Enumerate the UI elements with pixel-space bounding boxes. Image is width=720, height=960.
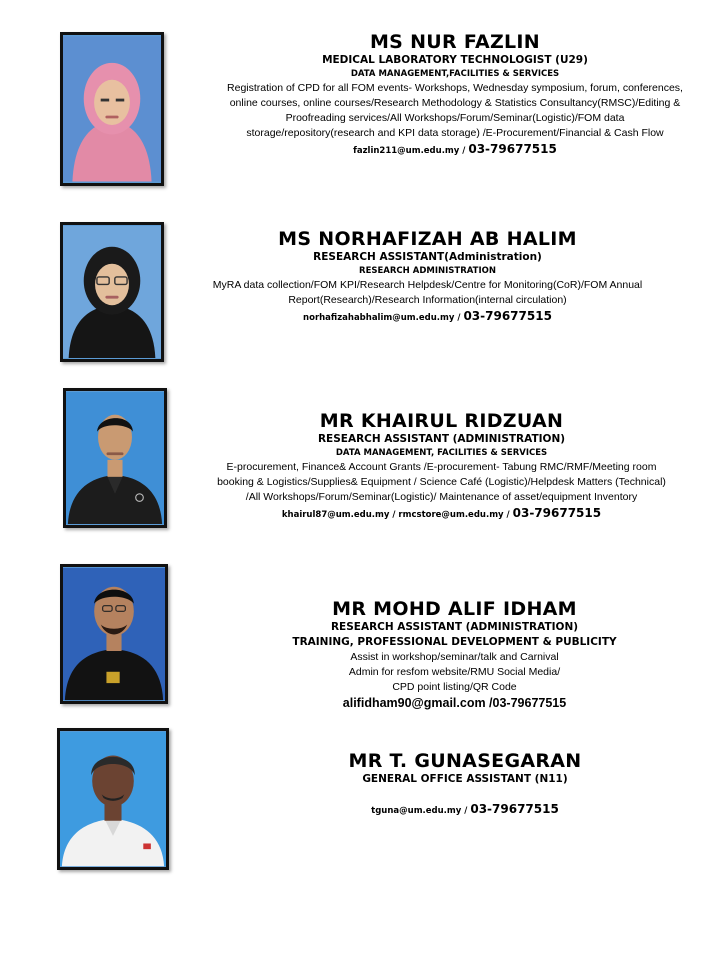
duty-line: online courses, online courses/Research Methodology & Statistics Consultancy(RMSC)/Editing & (229, 97, 681, 109)
staff-contact (222, 695, 687, 711)
staff-department: DATA MANAGEMENT,FACILITIES & SERVICES (350, 69, 560, 79)
staff-title: GENERAL OFFICE ASSISTANT (N11) (362, 773, 568, 785)
email-link[interactable]: norhafizahabhalim@um.edu.my (303, 313, 455, 323)
staff-name: MS NUR FAZLIN (369, 31, 541, 53)
duty-line: booking & Logistics/Supplies& Equipment / Science Café (Logistic)/Helpdesk Matters (Technical) (217, 476, 666, 488)
phone-number: 03-79677515 (492, 696, 567, 710)
staff-title: RESEARCH ASSISTANT(Administration) (313, 251, 542, 263)
staff-duties (195, 278, 660, 308)
staff-contact (214, 505, 669, 523)
separator: / (503, 510, 513, 520)
staff-name: MR KHAIRUL RIDZUAN (319, 410, 564, 432)
portrait-photo (57, 728, 169, 870)
separator: / (485, 696, 493, 710)
duty-line: Report(Research)/Research Information(internal circulation) (288, 294, 567, 306)
duty-line: CPD point listing/QR Code (392, 681, 517, 693)
phone-number: 03-79677515 (463, 309, 552, 323)
staff-duties (222, 650, 687, 695)
phone-number: 03-79677515 (512, 506, 602, 520)
staff-department: DATA MANAGEMENT, FACILITIES & SERVICES (335, 448, 548, 458)
staff-title: RESEARCH ASSISTANT (ADMINISTRATION) (317, 433, 566, 445)
staff-title: MEDICAL LABORATORY TECHNOLOGIST (U29) (322, 54, 588, 66)
portrait-man-black-shirt-icon (63, 567, 165, 701)
staff-department: TRAINING, PROFESSIONAL DEVELOPMENT & PUBLICITY (292, 636, 617, 648)
email-link[interactable]: fazlin211@um.edu.my (353, 146, 460, 156)
portrait-photo (60, 32, 164, 186)
staff-duties (214, 460, 669, 505)
phone-number: 03-79677515 (468, 142, 557, 156)
staff-name: MS NORHAFIZAH AB HALIM (278, 228, 577, 250)
staff-contact (325, 801, 605, 819)
duty-line: MyRA data collection/FOM KPI/Research Helpdesk/Centre for Monitoring(CoR)/FOM Annual (212, 279, 643, 291)
staff-name: MR MOHD ALIF IDHAM (332, 598, 577, 620)
portrait-photo (63, 388, 167, 528)
separator: / (461, 806, 471, 816)
duty-line: Admin for resfom website/RMU Social Media/ (348, 666, 561, 678)
duty-line: Assist in workshop/seminar/talk and Carnival (350, 651, 559, 663)
portrait-photo (60, 564, 168, 704)
duty-line: Proofreading services/All Workshops/Forum/Seminar(Logistic)/FOM data (285, 112, 625, 124)
staff-title: RESEARCH ASSISTANT (ADMINISTRATION) (330, 621, 579, 633)
portrait-photo (60, 222, 164, 362)
separator: / (459, 146, 469, 156)
portrait-woman-pink-hijab-icon (63, 35, 161, 183)
duty-line: Registration of CPD for all FOM events- Workshops, Wednesday symposium, forum, conferences, (227, 82, 683, 94)
staff-contact (195, 308, 660, 326)
duty-line: storage/repository(research and KPI data storage) /E-Procurement/Financial & Cash Flow (246, 127, 664, 139)
email-link[interactable]: alifidham90@gmail.com (342, 696, 486, 710)
staff-contact (195, 141, 715, 159)
duty-line: /All Workshops/Forum/Seminar(Logistic)/ Maintenance of asset/equipment Inventory (245, 491, 638, 503)
duty-line: E-procurement, Finance& Account Grants /E-procurement- Tabung RMC/RMF/Meeting room (226, 461, 657, 473)
email-link[interactable]: khairul87@um.edu.my / rmcstore@um.edu.my (281, 510, 504, 520)
separator: / (454, 313, 464, 323)
phone-number: 03-79677515 (470, 802, 559, 816)
staff-name: MR T. GUNASEGARAN (348, 750, 582, 772)
portrait-man-white-shirt-icon (60, 731, 166, 867)
staff-department: RESEARCH ADMINISTRATION (359, 266, 496, 276)
email-link[interactable]: tguna@um.edu.my (371, 806, 462, 816)
portrait-woman-black-hijab-icon (63, 225, 161, 359)
staff-duties (195, 81, 715, 141)
spacer (325, 787, 605, 801)
portrait-man-black-jacket-icon (66, 391, 164, 525)
